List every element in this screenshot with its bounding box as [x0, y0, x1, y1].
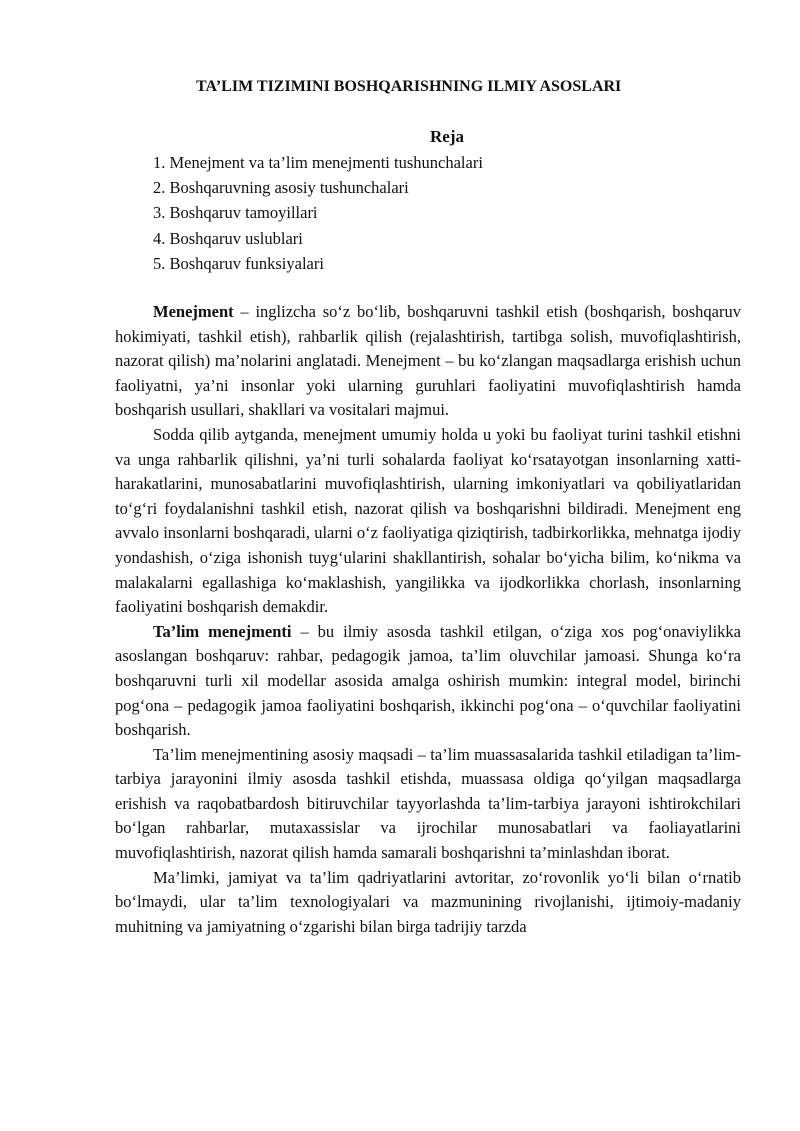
plan-item: 3. Boshqaruv tamoyillari	[153, 203, 318, 223]
plan-list	[153, 150, 483, 276]
plan-item: 4. Boshqaruv uslublari	[153, 228, 303, 248]
document-title: TA’LIM TIZIMINI BOSHQARISHNING ILMIY ASOSLARI	[196, 78, 622, 95]
plan-item: 1. Menejment va ta’lim menejmenti tushunchalari	[153, 153, 483, 172]
plan-item: 2. Boshqaruvning asosiy tushunchalari	[153, 178, 409, 198]
plan-heading: Reja	[430, 127, 464, 146]
paragraph-text: Ta’lim menejmentining asosiy maqsadi – ta’lim muassasalarida tashkil etiladigan ta’lim-tarbiya jarayonini ilmiy asosda tashkil etishda, muassasa oldiga qo‘yilgan maqsadlarga erishish va raqobatbardosh bitiruvchilar tayyorlashda ta’lim-tarbiya jarayoni ishtirokchilari bo‘lgan rahbarlar, mutaxassislar va ijrochilar munosabatlari va faoliayatlarini muvofiqlashtirish, nazorat qilish hamda samarali boshqarishni ta’minlashdan iborat.	[115, 744, 741, 863]
document-body	[115, 300, 741, 939]
paragraph-text: Ma’limki, jamiyat va ta’lim qadriyatlarini avtoritar, zo‘rovonlik yo‘li bilan o‘rnatib bo‘lmaydi, ular ta’lim texnologiyalari va mazmunining rivojlanishi, ijtimoiy-madaniy muhitning va jamiyatning o‘zgarishi bilan birga tadrijiy tarzda	[115, 867, 741, 936]
body-paragraph	[115, 423, 741, 620]
body-paragraph	[115, 743, 741, 866]
document-title-container	[0, 76, 800, 98]
plan-item: 5. Boshqaruv funksiyalari	[153, 253, 324, 273]
body-paragraph	[115, 300, 741, 423]
paragraph-term: Menejment	[153, 302, 234, 321]
paragraph-text: – inglizcha so‘z bo‘lib, boshqaruvni tashkil etish (boshqarish, boshqaruv hokimiyati, tashkil etish), rahbarlik qilish (rejalashtirish, tartibga solish, muvofiqlashtirish, nazorat qilish) ma’nolarini anglatadi. Menejment – bu ko‘zlangan maqsadlarga erishish uchun faoliyatni, ya’ni insonlar yoki ularning guruhlari faoliyatini muvofiqlashtirish hamda boshqarish usullari, shakllari va vositalari majmui.	[115, 302, 741, 420]
paragraph-term: Ta’lim menejmenti	[153, 621, 292, 641]
body-paragraph	[115, 620, 741, 743]
body-paragraph	[115, 866, 741, 940]
paragraph-text: – bu ilmiy asosda tashkil etilgan, o‘ziga xos pog‘onaviylikka asoslangan boshqaruv: rahbar, pedagogik jamoa, ta’lim oluvchilar jamoasi. Shunga ko‘ra boshqaruvni turli xil modellar asosida amalga oshirish mumkin: integral model, birinchi pog‘ona – pedagogik jamoa faoliyatini boshqarish, ikkinchi pog‘ona – o‘quvchilar faoliyatini boshqarish.	[115, 621, 741, 740]
paragraph-text: Sodda qilib aytganda, menejment umumiy holda u yoki bu faoliyat turini tashkil etishni va unga rahbarlik qilishni, ya’ni turli sohalarda faoliyat ko‘rsatayotgan insonlarning xatti-harakatlarini, munosabatlarini muvofiqlashtirish, ularning imkoniyatlari va qobiliyatlaridan to‘g‘ri foydalanishni tashkil etish, nazorat qilish va boshqarishni bildiradi. Menejment eng avvalo insonlarni boshqaradi, ularni o‘z faoliyatiga qiziqtirish, tadbirkorlikka, mehnatga ijodiy yondashish, o‘ziga ishonish tuyg‘ularini shakllantirish, sohalar bo‘yicha bilim, ko‘nikma va malakalarni egallashiga ko‘maklashish, yangilikka va ijodkorlikka chorlash, insonlarning faoliyatini boshqarish demakdir.	[115, 424, 741, 617]
